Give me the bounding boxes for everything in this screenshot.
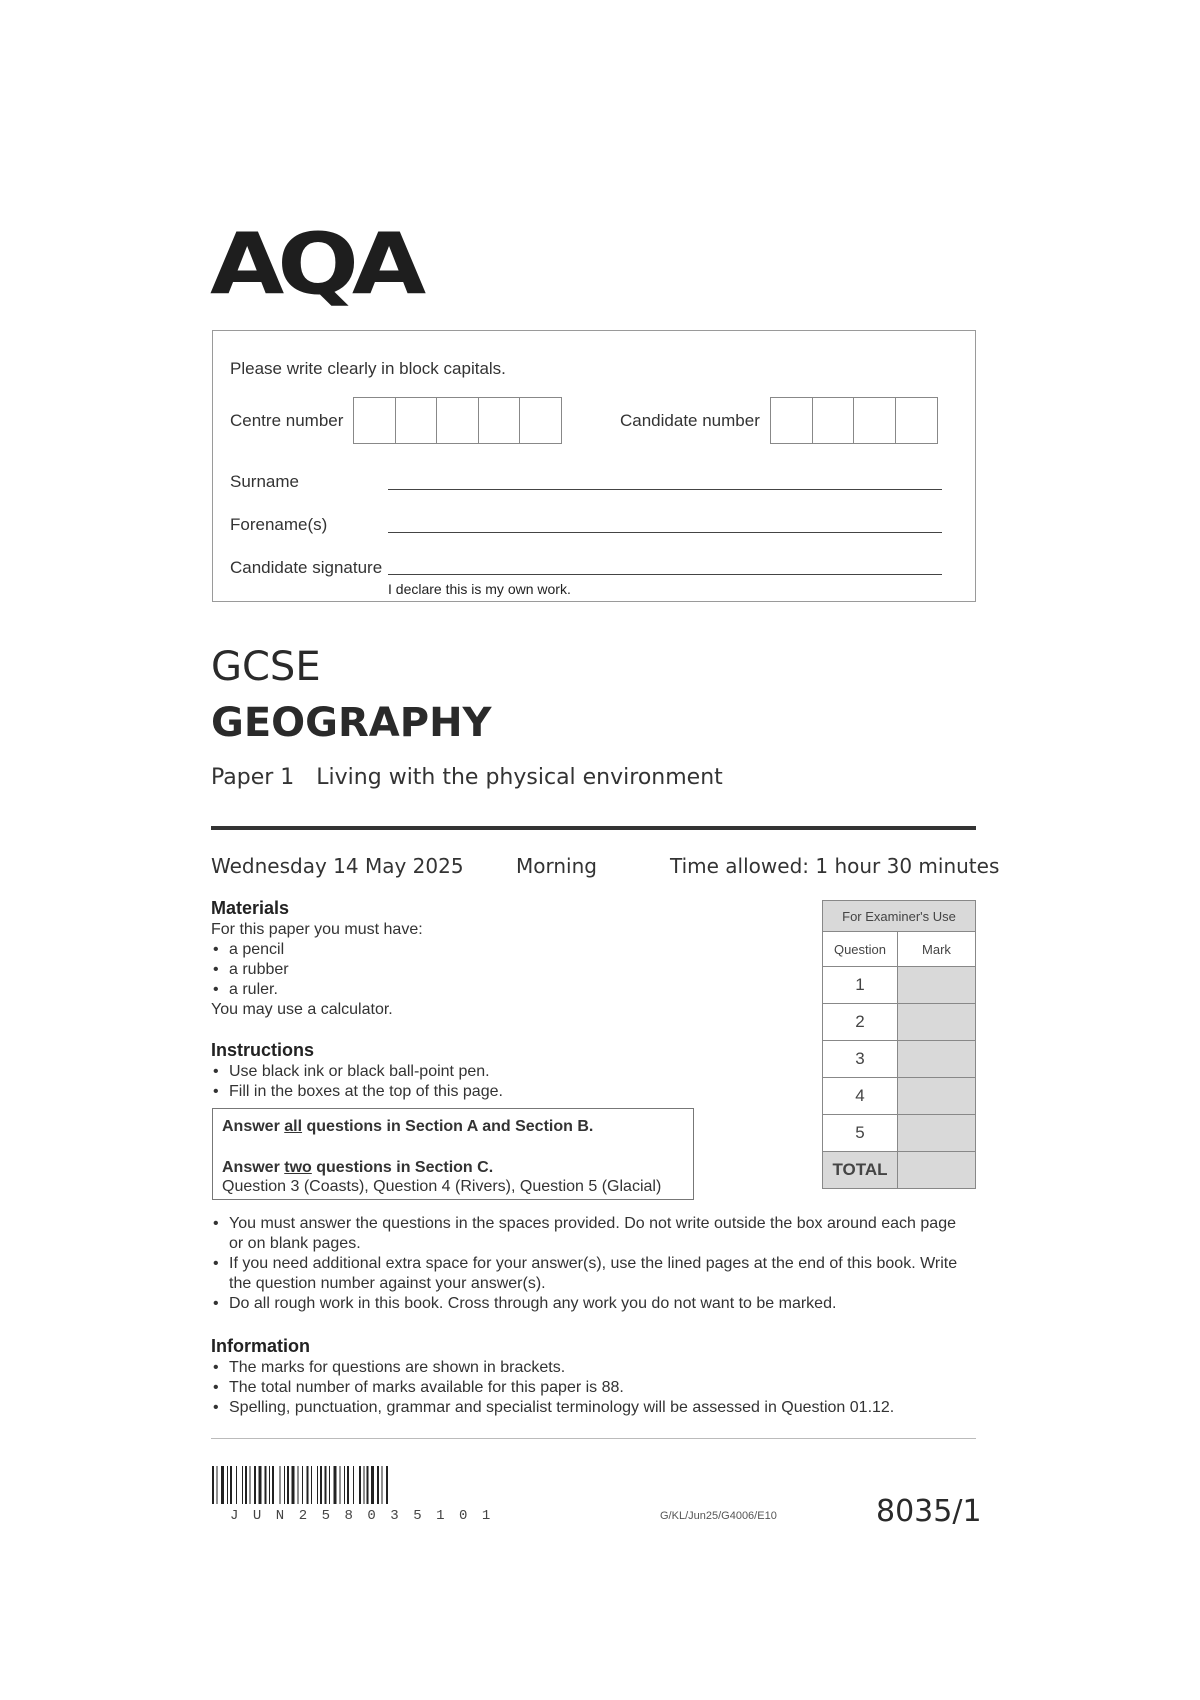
candidate-digit-box[interactable] (895, 397, 938, 444)
barcode-bar (382, 1466, 383, 1504)
paper-title-line (211, 765, 723, 790)
barcode-bar (340, 1466, 341, 1504)
barcode-bar (317, 1466, 318, 1504)
surname-line[interactable] (388, 489, 942, 490)
question-number: 4 (823, 1078, 898, 1115)
forename-label: Forename(s) (230, 515, 328, 534)
barcode-bar (272, 1466, 274, 1504)
question-number: 5 (823, 1115, 898, 1152)
barcode-bar (254, 1466, 256, 1504)
barcode-bar (320, 1466, 322, 1504)
information-item: • Spelling, punctuation, grammar and specialist terminology will be assessed in Question 01.12. (211, 1398, 971, 1418)
answer-section-c: Answer two questions in Section C. (222, 1159, 494, 1176)
centre-digit-box[interactable] (353, 397, 396, 444)
answering-rule: • You must answer the questions in the spaces provided. Do not write outside the box around each page or on blank pages. (211, 1214, 971, 1254)
instructions-list (211, 1062, 503, 1102)
centre-digit-box[interactable] (395, 397, 438, 444)
examiner-table-title: For Examiner's Use (823, 901, 976, 932)
information-item: • The marks for questions are shown in brackets. (211, 1358, 971, 1378)
calculator-note: You may use a calculator. (211, 1001, 393, 1018)
instructions-heading: Instructions (211, 1040, 315, 1060)
materials-section (211, 920, 423, 1020)
mark-cell (898, 1004, 976, 1041)
paper-name: Living with the physical environment (316, 765, 723, 790)
centre-digit-box[interactable] (478, 397, 521, 444)
footer-divider (211, 1438, 976, 1439)
qualification-level: GCSE (211, 644, 321, 690)
centre-digit-box[interactable] (436, 397, 479, 444)
materials-item: • a pencil (211, 940, 423, 960)
barcode-bar (284, 1466, 285, 1504)
barcode-bar (302, 1466, 303, 1504)
emphasis-all: all (284, 1118, 303, 1135)
information-item: • The total number of marks available for this paper is 88. (211, 1378, 971, 1398)
title-divider (211, 826, 976, 830)
materials-item: • a rubber (211, 960, 423, 980)
barcode-bar (329, 1466, 330, 1504)
barcode-bar (217, 1466, 218, 1504)
barcode-bar (364, 1466, 365, 1504)
exam-date: Wednesday 14 May 2025 (211, 854, 464, 878)
barcode-bar (292, 1466, 295, 1504)
barcode-bar (347, 1466, 349, 1504)
instruction-item: • Use black ink or black ball-point pen. (211, 1062, 503, 1082)
mark-column-header: Mark (898, 932, 976, 967)
barcode-icon (212, 1466, 502, 1504)
answering-rules (211, 1214, 971, 1314)
barcode-bar (265, 1466, 267, 1504)
surname-label: Surname (230, 472, 299, 491)
question-column-header: Question (823, 932, 898, 967)
barcode-bar (212, 1466, 214, 1504)
barcode-bar (280, 1466, 281, 1504)
barcode-bar (287, 1466, 289, 1504)
emphasis-two: two (284, 1159, 312, 1176)
section-c-options: Question 3 (Coasts), Question 4 (Rivers), Question 5 (Glacial) (222, 1178, 662, 1195)
materials-intro: For this paper you must have: (211, 921, 423, 938)
candidate-number-boxes (770, 397, 936, 444)
examiner-use-table (822, 900, 976, 1189)
barcode-number: JUN258035101 (230, 1508, 505, 1524)
question-number: 3 (823, 1041, 898, 1078)
signature-label: Candidate signature (230, 558, 383, 577)
barcode-bar (236, 1466, 237, 1504)
signature-line[interactable] (388, 574, 942, 575)
barcode-bar (311, 1466, 312, 1504)
candidate-digit-box[interactable] (853, 397, 896, 444)
information-heading: Information (211, 1336, 310, 1356)
document-reference: G/KL/Jun25/G4006/E10 (660, 1510, 777, 1522)
subject-title: GEOGRAPHY (211, 700, 492, 746)
barcode-bar (230, 1466, 232, 1504)
barcode-bar (269, 1466, 270, 1504)
specification-code: 8035/1 (876, 1494, 982, 1529)
barcode-bar (377, 1466, 379, 1504)
candidate-digit-box[interactable] (770, 397, 813, 444)
materials-list (211, 940, 423, 1000)
barcode-bar (227, 1466, 228, 1504)
total-label: TOTAL (823, 1152, 898, 1189)
answering-rule: • Do all rough work in this book. Cross through any work you do not want to be marked. (211, 1294, 971, 1314)
materials-heading: Materials (211, 898, 290, 918)
candidate-details-box (212, 330, 976, 602)
barcode-bar (259, 1466, 262, 1504)
answer-sections-ab: Answer all questions in Section A and Section B. (222, 1118, 594, 1135)
centre-number-boxes (353, 397, 561, 444)
forename-line[interactable] (388, 532, 942, 533)
candidate-number-label: Candidate number (620, 411, 760, 430)
question-number: 1 (823, 967, 898, 1004)
mark-cell (898, 1078, 976, 1115)
mark-cell (898, 967, 976, 1004)
materials-item: • a ruler. (211, 980, 423, 1000)
barcode-bar (359, 1466, 361, 1504)
barcode-bar (298, 1466, 299, 1504)
barcode-bar (325, 1466, 327, 1504)
barcode-bar (250, 1466, 251, 1504)
barcode-bar (221, 1466, 224, 1504)
barcode-bar (371, 1466, 374, 1504)
candidate-digit-box[interactable] (812, 397, 855, 444)
barcode-bar (386, 1466, 388, 1504)
own-work-declaration: I declare this is my own work. (388, 581, 571, 597)
centre-digit-box[interactable] (519, 397, 562, 444)
mark-cell (898, 1041, 976, 1078)
barcode-bar (367, 1466, 369, 1504)
question-number: 2 (823, 1004, 898, 1041)
barcode-bar (242, 1466, 243, 1504)
instruction-item: • Fill in the boxes at the top of this page. (211, 1082, 503, 1102)
barcode-bar (334, 1466, 337, 1504)
barcode-bar (245, 1466, 247, 1504)
block-capitals-instruction: Please write clearly in block capitals. (230, 359, 506, 378)
aqa-logo: AQA (210, 214, 420, 314)
barcode-bar (353, 1466, 354, 1504)
total-mark-cell (898, 1152, 976, 1189)
centre-number-label: Centre number (230, 411, 344, 430)
barcode-bar (307, 1466, 309, 1504)
paper-number: Paper 1 (211, 765, 295, 790)
answer-requirements-box (212, 1108, 694, 1200)
answering-rule: • If you need additional extra space for your answer(s), use the lined pages at the end of this book. Write the question number against your answer(s). (211, 1254, 971, 1294)
information-list (211, 1358, 971, 1418)
mark-cell (898, 1115, 976, 1152)
time-allowed: Time allowed: 1 hour 30 minutes (670, 854, 1000, 878)
exam-session: Morning (516, 854, 597, 878)
barcode-bar (344, 1466, 345, 1504)
